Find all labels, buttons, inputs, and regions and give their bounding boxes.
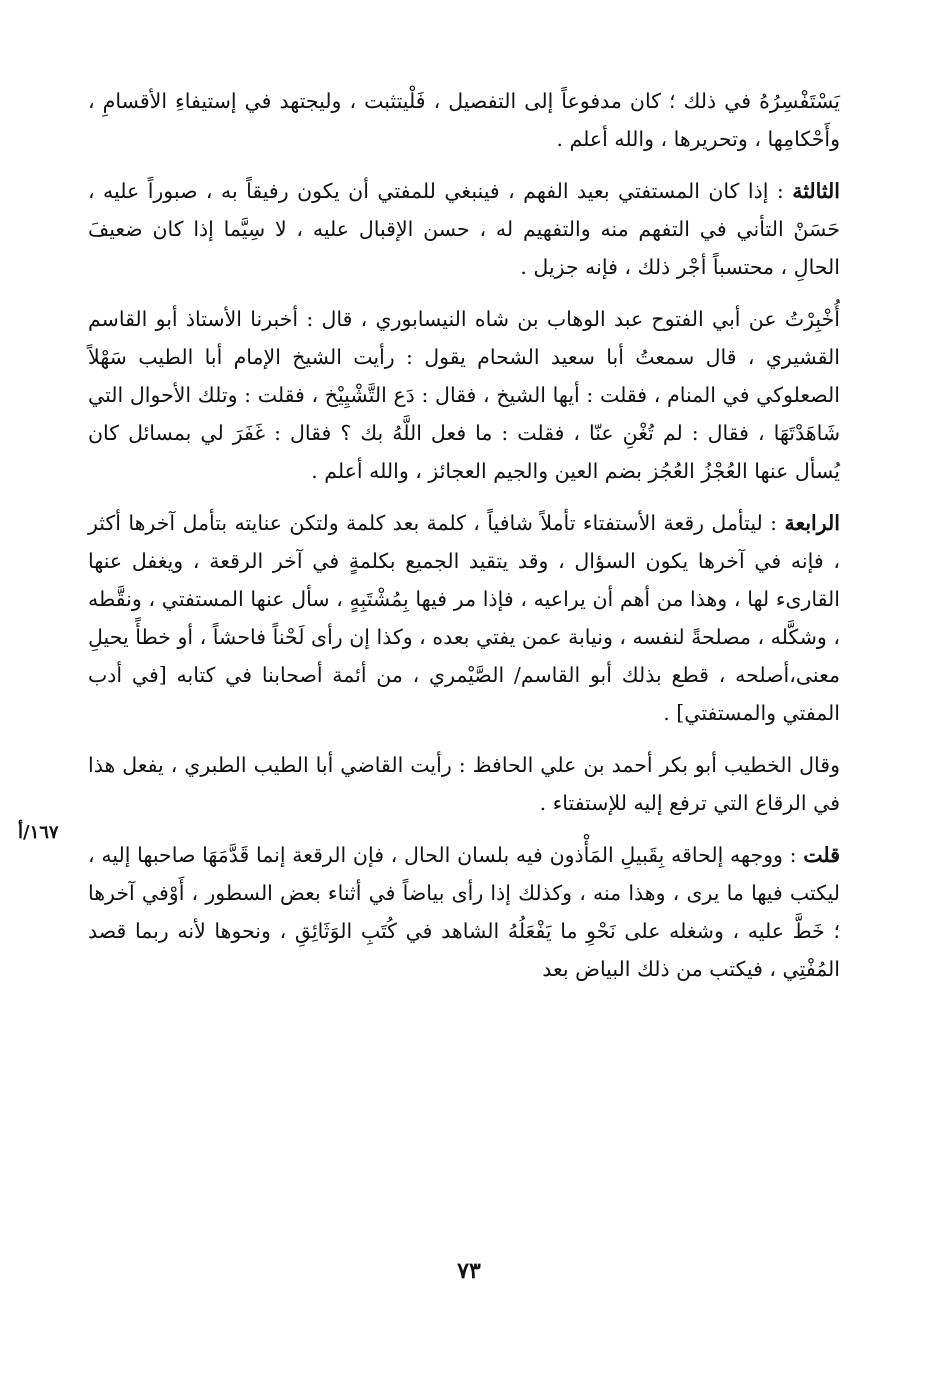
paragraph-5 [88, 746, 840, 822]
page-body [88, 82, 840, 998]
manuscript-folio-note: ١٦٧/أ [18, 822, 59, 843]
paragraph-1 [88, 82, 840, 158]
paragraph-6 [88, 836, 840, 988]
paragraph-text: : ووجهه إلحاقه بِقَبيلِ المَأْذون فيه بلسان الحال ، فإن الرقعة إنما قَدَّمَهَا صاحبها إليه ، ليكتب فيها ما يرى ، وهذا منه ، وكذلك إذا رأى بياضاً في أثناء بعض السطور ، أَوْفي آخرها ؛ خَطَّ عليه ، وشغله على نَحْوِ ما يَفْعَلُهُ الشاهد في كُتَبِ الوَثَائِقِ ، ونحوها لأنه ربما قصد المُفْتِي ، فيكتب من ذلك البياض بعد [88, 843, 840, 981]
paragraph-4 [88, 504, 840, 732]
paragraph-text: يَسْتَفْسِرُهُ في ذلك ؛ كان مدفوعاً إلى التفصيل ، فَلْيتثبت ، وليجتهد في إستيفاءِ الأقسامِ ، وأَحْكامِها ، وتحريرها ، والله أعلم . [88, 89, 840, 151]
paragraph-lead: الرابعة [784, 511, 840, 535]
paragraph-text: أُخْبِرْتُ عن أبي الفتوح عبد الوهاب بن شاه النيسابوري ، قال : أخبرنا الأستاذ أبو القاسم القشيري ، قال سمعتُ أبا سعيد الشحام يقول : رأيت الشيخ الإمام أبا الطيب سَهْلاً الصعلوكي في المنام ، فقلت : أيها الشيخ ، فقال : دَع التَّشْيِيْخ ، فقلت : وتلك الأحوال التي شَاهَدْتَهَا ، فقال : لم تُغْنِ عنّا ، فقلت : ما فعل اللَّهُ بك ؟ فقال : غَفَرَ لي بمسائل كان يُسأل عنها العُجْزُ العُجُز بضم العين والجيم العجائز ، والله أعلم . [88, 307, 840, 483]
paragraph-text: : ليتأمل رقعة الأستفتاء تأملاً شافياً ، كلمة بعد كلمة ولتكن عنايته بتأمل آخرها أكثر ، فإنه في آخرها يكون السؤال ، وقد يتقيد الجميع بكلمةٍ في آخر الرقعة ، ويغفل عنها القارىء لها ، وهذا من أهم أن يراعيه ، فإذا مر فيها بِمُشْتَبِهٍ ، سأل عنها المستفتي ، ونقَّطه ، وشكَّله ، مصلحةً لنفسه ، ونيابة عمن يفتي بعده ، وكذا إن رأى لَحْناً فاحشاً ، أو خطأً يحيلِ معنى،أصلحه ، قطع بذلك أبو القاسم/ الصَّيْمري ، من أئمة أصحابنا في كتابه [في أدب المفتي والمستفتي] . [88, 511, 840, 725]
paragraph-lead: الثالثة [792, 179, 840, 203]
paragraph-2 [88, 172, 840, 286]
paragraph-lead: قلت [803, 843, 840, 867]
page-number: ٧٣ [457, 1258, 481, 1284]
paragraph-text: وقال الخطيب أبو بكر أحمد بن علي الحافظ : رأيت القاضي أبا الطيب الطبري ، يفعل هذا في الرقاع التي ترفع إليه للإستفتاء . [88, 753, 840, 815]
paragraph-3 [88, 300, 840, 490]
paragraph-text: : إذا كان المستفتي بعيد الفهم ، فينبغي للمفتي أن يكون رفيقاً به ، صبوراً عليه ، حَسَنْ التأني في التفهم منه والتفهيم له ، حسن الإقبال عليه ، لا سِيَّما إذا كان ضعيفَ الحالِ ، محتسباً أجْر ذلك ، فإنه جزيل . [88, 179, 840, 279]
